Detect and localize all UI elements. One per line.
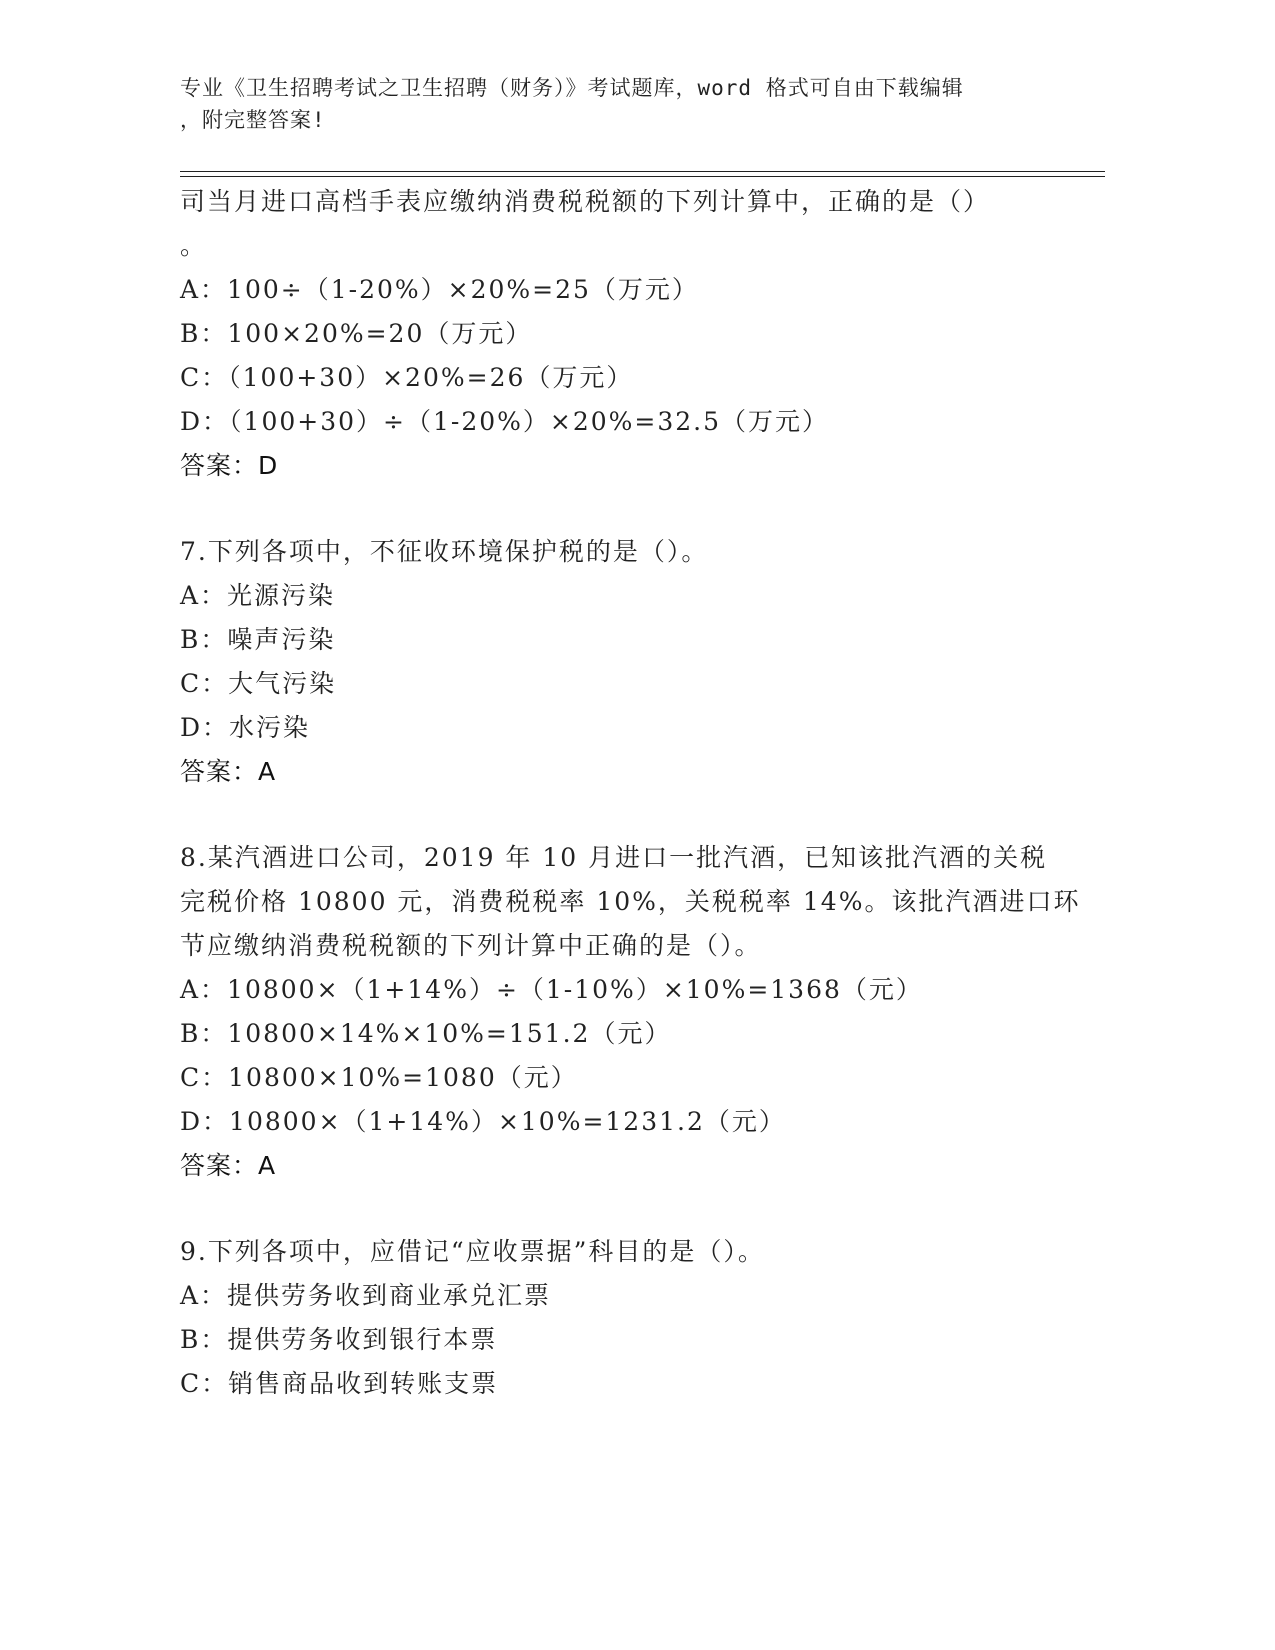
option-b: B：100×20%=20（万元） [180, 319, 533, 348]
question-7 [180, 530, 1080, 794]
option-d: D：（100+30）÷（1-20%）×20%=32.5（万元） [180, 407, 830, 436]
option-c: C：10800×10%=1080（元） [180, 1063, 578, 1092]
option-a: A：100÷（1-20%）×20%=25（万元） [180, 275, 699, 304]
option-b: B：噪声污染 [180, 625, 336, 654]
option-a: A：光源污染 [180, 581, 336, 610]
question-stem: 司当月进口高档手表应缴纳消费税税额的下列计算中，正确的是（） [180, 187, 991, 216]
option-c: C：（100+30）×20%=26（万元） [180, 363, 634, 392]
option-b: B：10800×14%×10%=151.2（元） [180, 1019, 672, 1048]
question-6 [180, 180, 1080, 488]
option-a: A：10800×（1+14%）÷（1-10%）×10%=1368（元） [180, 975, 923, 1004]
document-header [180, 72, 1060, 136]
option-c: C：销售商品收到转账支票 [180, 1369, 499, 1398]
question-stem: 8.某汽酒进口公司，2019 年 10 月进口一批汽酒，已知该批汽酒的关税 [180, 843, 1048, 872]
header-rule-bottom [180, 176, 1105, 177]
spacer [180, 488, 1080, 530]
option-d: D：水污染 [180, 713, 311, 742]
question-stem: 节应缴纳消费税税额的下列计算中正确的是（）。 [180, 931, 762, 960]
question-stem: 完税价格 10800 元，消费税税率 10%，关税税率 14%。该批汽酒进口环 [180, 887, 1081, 916]
option-a: A：提供劳务收到商业承兑汇票 [180, 1281, 552, 1310]
spacer [180, 794, 1080, 836]
answer: 答案：A [180, 1151, 277, 1180]
question-stem: 。 [180, 231, 208, 260]
answer: 答案：A [180, 757, 277, 786]
header-line-1: 专业《卫生招聘考试之卫生招聘（财务）》考试题库，word 格式可自由下载编辑 [180, 76, 964, 100]
question-stem: 9.下列各项中，应借记“应收票据”科目的是（）。 [180, 1237, 765, 1266]
question-8 [180, 836, 1080, 1188]
spacer [180, 1188, 1080, 1230]
answer: 答案：D [180, 451, 279, 480]
option-c: C：大气污染 [180, 669, 337, 698]
option-d: D：10800×（1+14%）×10%=1231.2（元） [180, 1107, 786, 1136]
question-9 [180, 1230, 1080, 1406]
question-content [180, 180, 1080, 1406]
header-rule-top [180, 171, 1105, 172]
option-b: B：提供劳务收到银行本票 [180, 1325, 498, 1354]
question-stem: 7.下列各项中，不征收环境保护税的是（）。 [180, 537, 709, 566]
header-line-2: ，附完整答案! [180, 108, 326, 132]
